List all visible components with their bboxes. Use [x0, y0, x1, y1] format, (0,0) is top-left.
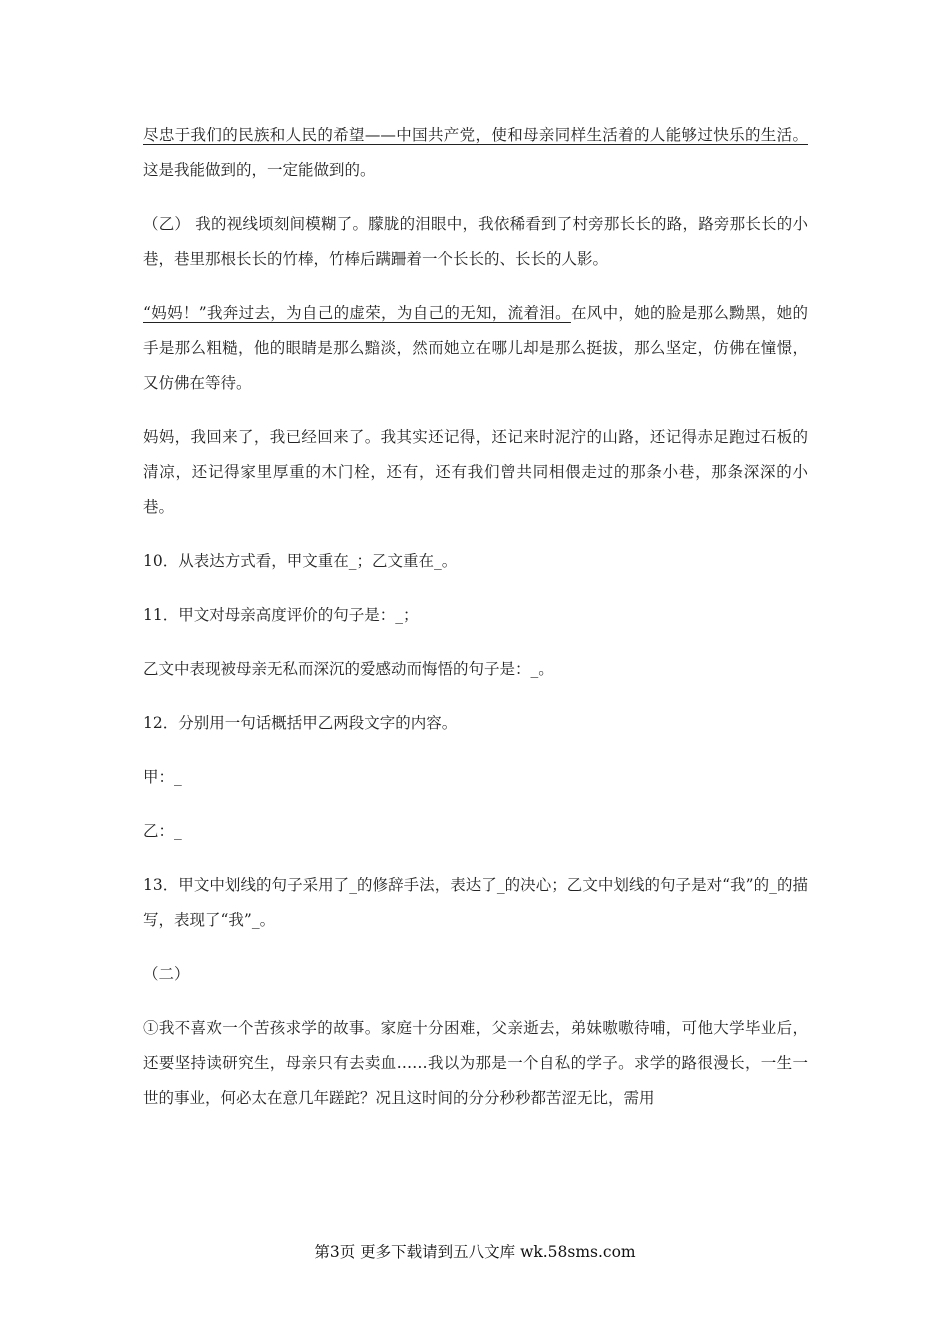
question-10: 10．从表达方式看，甲文重在_；乙文重在_。: [143, 552, 458, 570]
question-12-answer-jia: 甲：_: [143, 768, 182, 786]
underlined-sentence-yi: “妈妈！”我奔过去，为自己的虚荣，为自己的无知，流着泪。: [143, 304, 571, 322]
paragraph-section-2-1: ①我不喜欢一个苦孩求学的故事。家庭十分困难，父亲逝去，弟妹嗷嗷待哺，可他大学毕业后，还要坚持读研究生，母亲只有去卖血……我以为那是一个自私的学子。求学的路很漫长，一生一世的事业，何必太在意几年蹉跎？况且这时间的分分秒秒都苦涩无比，需用: [143, 1019, 808, 1107]
question-11-part-b: 乙文中表现被母亲无私而深沉的爱感动而悔悟的句子是：_。: [143, 660, 554, 678]
paragraph-yi-intro: （乙） 我的视线顷刻间模糊了。朦胧的泪眼中，我依稀看到了村旁那长长的路，路旁那长长的小巷，巷里那根长长的竹棒，竹棒后蹒跚着一个长长的、长长的人影。: [143, 215, 808, 268]
paragraph-yi-mother: [143, 296, 808, 401]
question-12-answer-yi: 乙：_: [143, 822, 182, 840]
paragraph-jia-ending: [143, 118, 808, 188]
question-13: 13．甲文中划线的句子采用了_的修辞手法，表达了_的决心；乙文中划线的句子是对“我”的_的描写，表现了“我”_。: [143, 876, 808, 929]
paragraph-text: 这是我能做到的，一定能做到的。: [143, 161, 376, 179]
question-12: 12．分别用一句话概括甲乙两段文字的内容。: [143, 714, 458, 732]
underlined-sentence-jia: 尽忠于我们的民族和人民的希望——中国共产党，使和母亲同样生活着的人能够过快乐的生活。: [143, 126, 808, 144]
question-11-part-a: 11．甲文对母亲高度评价的句子是：_；: [143, 606, 419, 624]
section-heading-2: （二）: [143, 965, 190, 983]
document-body: [143, 118, 808, 1135]
paragraph-text: 在风中，她的脸是那么黝黑，她的手是那么粗糙，他的眼睛是那么黯淡，然而她立在哪儿却是那么挺拔，那么坚定，仿佛在憧憬，又仿佛在等待。: [143, 304, 808, 392]
page-footer: 第3页 更多下载请到五八文库 wk.58sms.com: [314, 1243, 636, 1261]
paragraph-yi-return: 妈妈，我回来了，我已经回来了。我其实还记得，还记来时泥泞的山路，还记得赤足跑过石板的清凉，还记得家里厚重的木门栓，还有，还有我们曾共同相偎走过的那条小巷，那条深深的小巷。: [143, 428, 808, 516]
